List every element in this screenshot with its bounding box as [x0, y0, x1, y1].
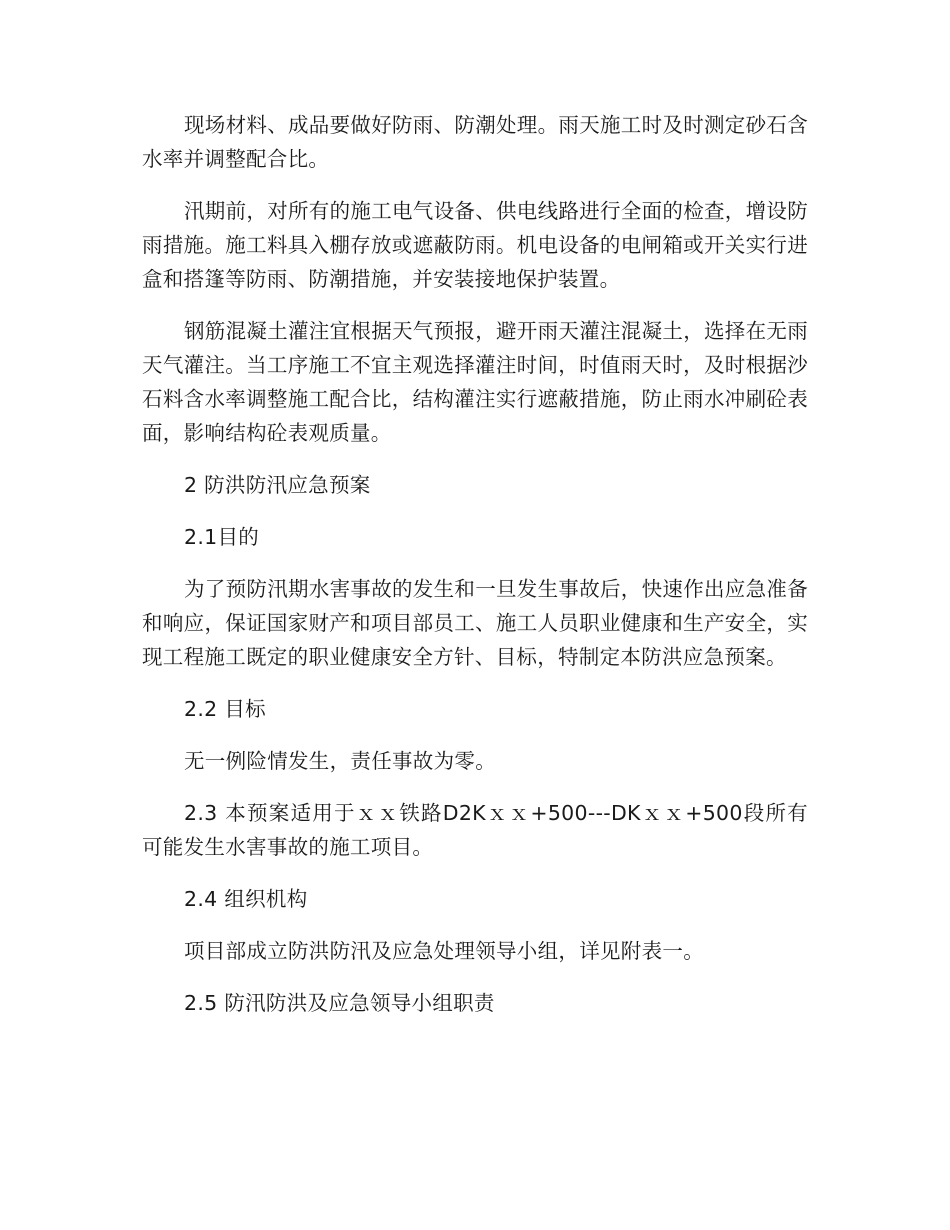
section-heading-goal: 2.2 目标 [184, 697, 266, 721]
paragraph-flood-season-equipment: 汛期前，对所有的施工电气设备、供电线路进行全面的检查，增设防雨措施。施工料具入棚存放或遮蔽防雨。机电设备的电闸箱或开关实行进盒和搭篷等防雨、防潮措施，并安装接地保护装置。 [142, 199, 808, 291]
document-body [142, 108, 808, 1038]
paragraph-concrete-pouring: 钢筋混凝土灌注宜根据天气预报，避开雨天灌注混凝土，选择在无雨天气灌注。当工序施工不宜主观选择灌注时间，时值雨天时，及时根据沙石料含水率调整施工配合比，结构灌注实行遮蔽措施，防止雨水冲刷砼表面，影响结构砼表观质量。 [142, 319, 808, 445]
section-heading-organization: 2.4 组织机构 [184, 887, 308, 911]
paragraph-purpose: 为了预防汛期水害事故的发生和一旦发生事故后，快速作出应急准备和响应，保证国家财产和项目部员工、施工人员职业健康和生产安全，实现工程施工既定的职业健康安全方针、目标，特制定本防洪应急预案。 [142, 577, 808, 669]
paragraph-rain-materials: 现场材料、成品要做好防雨、防潮处理。雨天施工时及时测定砂石含水率并调整配合比。 [142, 113, 808, 171]
section-heading-duties: 2.5 防汛防洪及应急领导小组职责 [184, 991, 495, 1015]
section-heading-purpose: 2.1目的 [184, 525, 260, 549]
section-heading-flood-plan: 2 防洪防汛应急预案 [184, 473, 371, 497]
paragraph-goal: 无一例险情发生，责任事故为零。 [184, 749, 496, 773]
paragraph-organization: 项目部成立防洪防汛及应急处理领导小组，详见附表一。 [184, 939, 704, 963]
paragraph-scope: 2.3 本预案适用于ｘｘ铁路D2Kｘｘ+500---DKｘｘ+500段所有可能发生水害事故的施工项目。 [142, 801, 808, 859]
